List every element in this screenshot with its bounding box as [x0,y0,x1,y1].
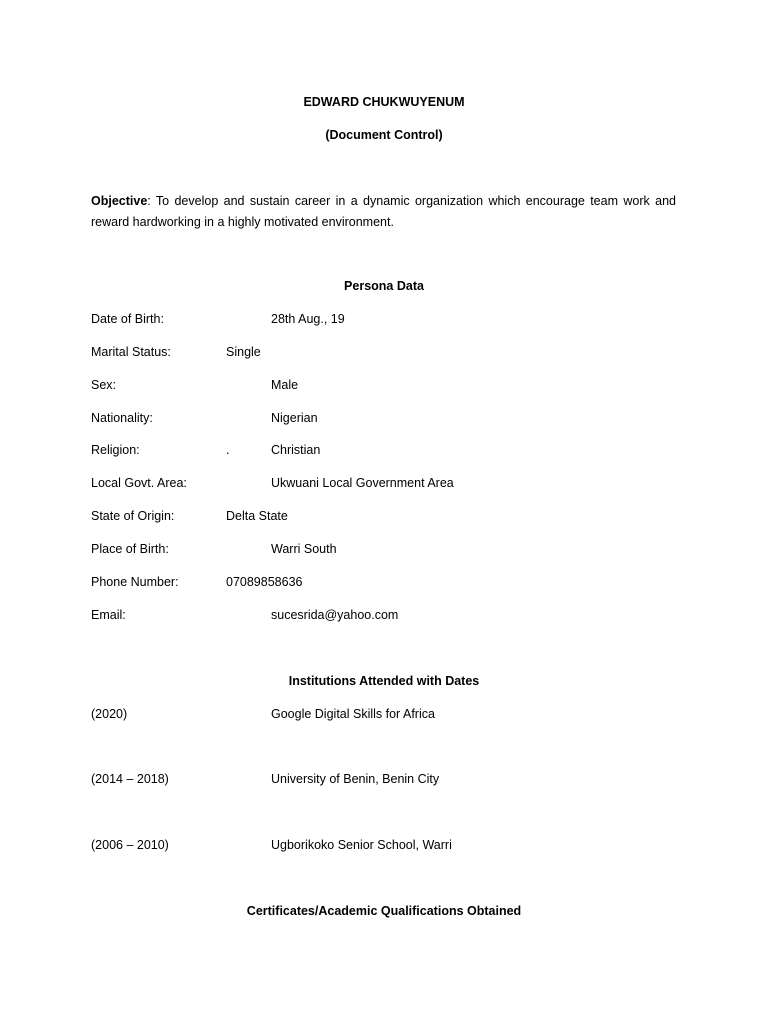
institutions-heading: Institutions Attended with Dates [288,674,480,688]
row-label: Place of Birth: [91,542,169,556]
row-label: Local Govt. Area: [91,476,187,490]
objective-label: Objective [91,194,148,208]
objective-paragraph [91,191,676,232]
row-label: Marital Status: [91,345,171,359]
row-label: State of Origin: [91,509,175,523]
row-value: Ukwuani Local Government Area [271,476,454,490]
row-value: sucesrida@yahoo.com [271,608,399,622]
objective-text: To develop and sustain career in a dynamic organization which encourage team work and reward hardworking in a highly motivated environment. [91,194,676,229]
row-label: Religion: [91,443,140,457]
certificates-heading: Certificates/Academic Qualifications Obtained [246,904,522,918]
institution-name: Google Digital Skills for Africa [271,707,435,721]
institution-dates: (2020) [91,707,128,721]
row-value: 28th Aug., 19 [271,312,345,326]
personal-data-heading: Persona Data [344,279,424,293]
row-label: Email: [91,608,126,622]
row-value: Nigerian [271,411,318,425]
row-value: Single [226,345,261,359]
row-value: 07089858636 [226,575,303,589]
row-label: Date of Birth: [91,312,164,326]
row-label: Phone Number: [91,575,179,589]
row-value: Male [271,378,299,392]
institution-name: Ugborikoko Senior School, Warri [271,838,452,852]
objective-separator: : [147,194,151,208]
row-value: Delta State [226,509,288,523]
institution-dates: (2014 – 2018) [91,772,169,786]
row-value: Christian [271,443,321,457]
candidate-name: EDWARD CHUKWUYENUM [303,95,465,109]
row-label: Nationality: [91,411,153,425]
row-label: Sex: [91,378,117,392]
row-dot: . [226,443,230,457]
candidate-role: (Document Control) [325,128,443,142]
institution-dates: (2006 – 2010) [91,838,169,852]
institution-name: University of Benin, Benin City [271,772,440,786]
row-value: Warri South [271,542,337,556]
